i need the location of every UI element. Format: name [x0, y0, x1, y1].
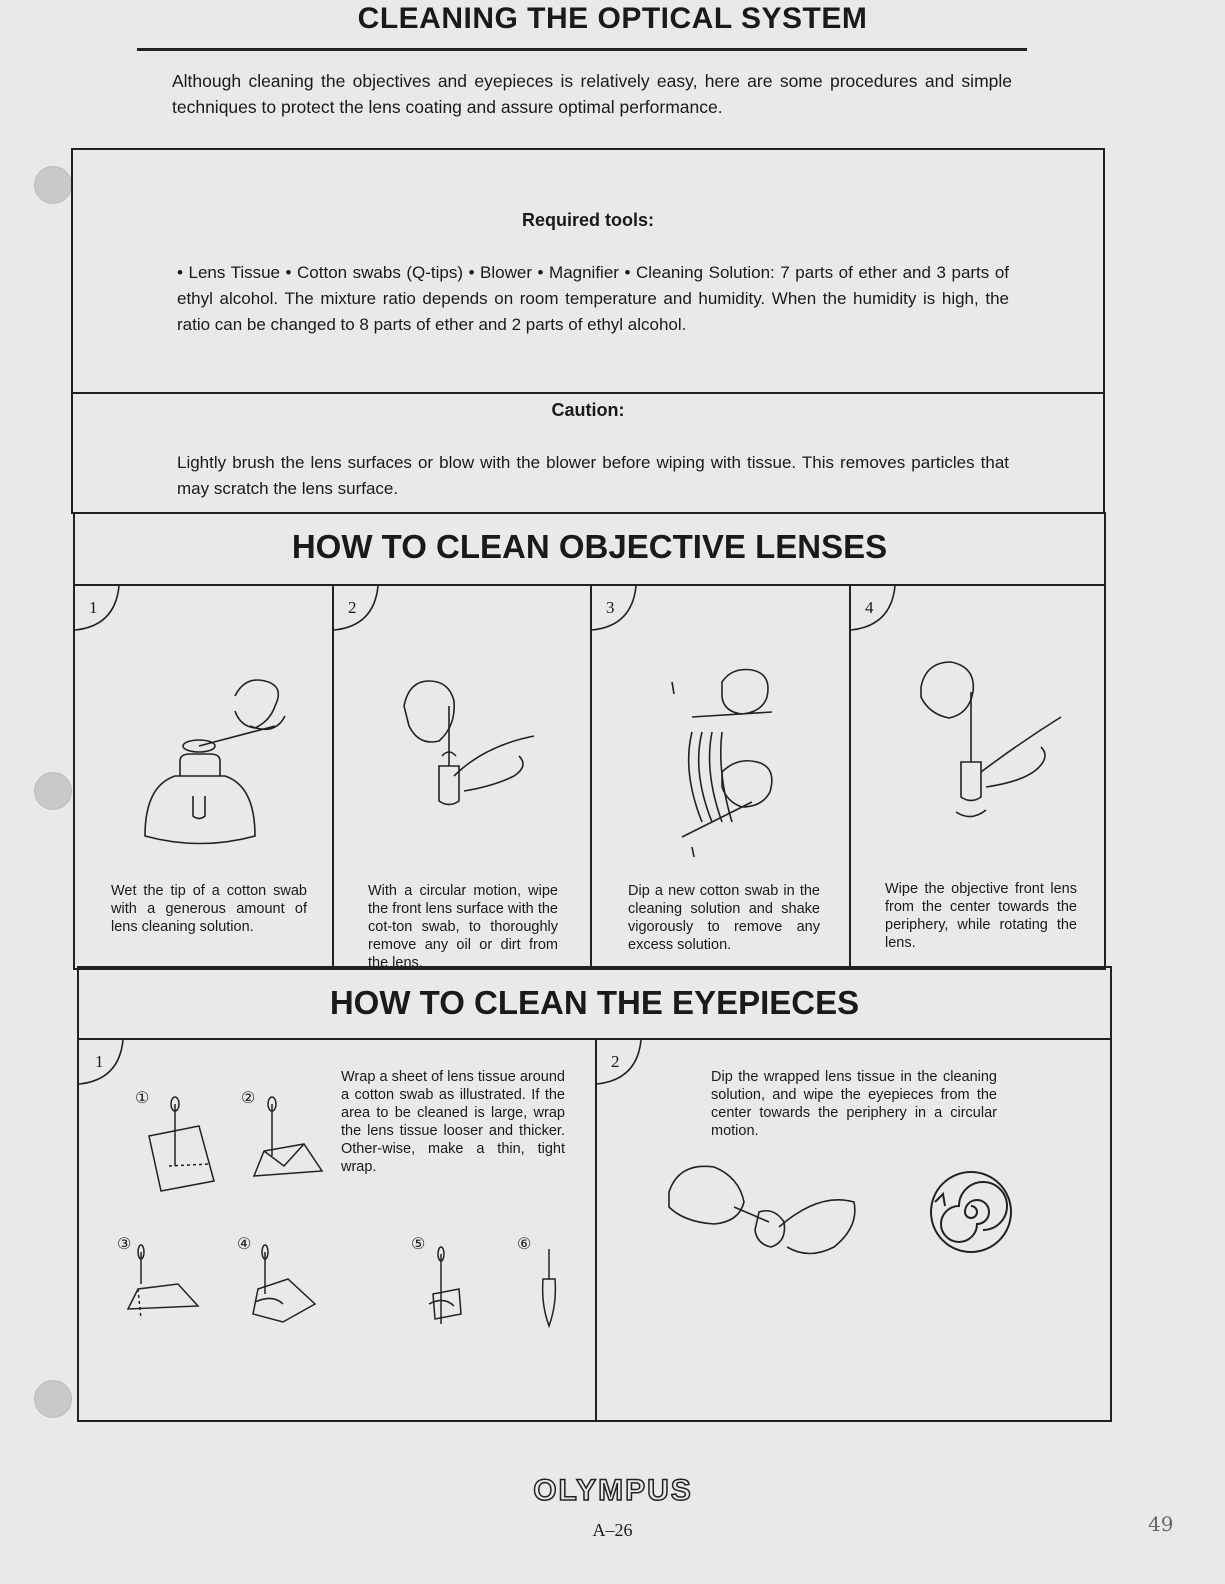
- step-number: 2: [611, 1052, 620, 1071]
- title-rule: [137, 48, 1027, 51]
- caution-heading: Caution:: [551, 400, 625, 420]
- step-number: 4: [865, 598, 874, 617]
- step-caption: Wet the tip of a cotton swab with a generous amount of lens cleaning solution.: [111, 883, 307, 935]
- step-corner-marker: [597, 1040, 639, 1082]
- step-caption: With a circular motion, wipe the front lens surface with the cot-ton swab, to thoroughly remove any oil or dirt from the lens.: [368, 883, 558, 971]
- objective-step-1: [75, 586, 334, 968]
- wrap-step-6-sketch: [529, 1244, 569, 1334]
- wrap-step-2-sketch: [244, 1096, 334, 1196]
- wipe-lens-illustration: [394, 666, 554, 826]
- wrap-step-4-sketch: [243, 1244, 333, 1334]
- objective-step-3: [592, 586, 851, 968]
- wrap-step-1-sketch: [139, 1096, 229, 1196]
- handwritten-page-number: 49: [1148, 1512, 1174, 1536]
- binder-hole-bottom: [34, 1380, 72, 1418]
- intro-paragraph: Although cleaning the objectives and eyepieces is relatively easy, here are some procedures and simple techniques to protect the lens coating and assure optimal performance.: [172, 71, 1012, 117]
- olympus-logo-text: OLYMPUS: [532, 1474, 693, 1507]
- objective-section: [73, 512, 1106, 970]
- swab-bottle-illustration: [135, 666, 295, 856]
- step-corner-marker: [592, 586, 634, 628]
- substep-label-4: ④: [237, 1236, 252, 1253]
- wipe-eyepiece-illustration: [659, 1152, 869, 1272]
- required-tools-text: • Lens Tissue • Cotton swabs (Q-tips) • Blower • Magnifier • Cleaning Solution: 7 parts of ether and 3 parts of ethyl alcohol. The mixture ratio depends on room temperature and humidity. When the humidity is high, the ratio can be changed to 8 parts of ether and 2 parts of ethyl alcohol.: [177, 263, 1009, 334]
- eyepiece-section: [77, 966, 1112, 1422]
- required-tools-heading: Required tools:: [521, 210, 654, 230]
- eyepiece-heading: HOW TO CLEAN THE EYEPIECES: [329, 984, 860, 1021]
- step-caption: Wipe the objective front lens from the center towards the periphery, while rotating the lens.: [885, 881, 1077, 951]
- step-caption: Wrap a sheet of lens tissue around a cotton swab as illustrated. If the area to be cleaned is large, wrap the lens tissue looser and thicker. Other-wise, make a thin, tight wrap.: [341, 1069, 565, 1175]
- step-corner-marker: [79, 1040, 121, 1082]
- step-number: 3: [606, 598, 615, 617]
- step-corner-marker: [851, 586, 893, 628]
- objective-heading: HOW TO CLEAN OBJECTIVE LENSES: [291, 528, 888, 565]
- substep-label-2: ②: [241, 1090, 256, 1107]
- rotate-lens-illustration: [911, 652, 1071, 822]
- eyepiece-step-2: [597, 1040, 1110, 1420]
- binder-hole-middle: [34, 772, 72, 810]
- step-number: 2: [348, 598, 357, 617]
- eyepiece-step-1: [79, 1040, 597, 1420]
- step-corner-marker: [75, 586, 117, 628]
- objective-step-4: [851, 586, 1104, 968]
- substep-label-5: ⑤: [411, 1236, 426, 1253]
- step-corner-marker: [334, 586, 376, 628]
- spiral-motion-icon: [921, 1162, 1021, 1262]
- page-number: A–26: [592, 1520, 633, 1540]
- objective-step-2: [334, 586, 592, 971]
- page-title: CLEANING THE OPTICAL SYSTEM: [357, 2, 868, 35]
- substep-label-6: ⑥: [517, 1236, 532, 1253]
- olympus-logo: [0, 1472, 1225, 1513]
- caution-text: Lightly brush the lens surfaces or blow with the blower before wiping with tissue. This removes particles that may scratch the lens surface.: [177, 453, 1009, 498]
- step-caption: Dip the wrapped lens tissue in the cleaning solution, and wipe the eyepieces from the center towards the periphery in a circular motion.: [711, 1069, 997, 1139]
- required-tools-box: [71, 148, 1105, 394]
- wrap-step-3-sketch: [123, 1244, 213, 1334]
- step-number: 1: [95, 1052, 104, 1071]
- binder-hole-top: [34, 166, 72, 204]
- substep-label-1: ①: [135, 1090, 150, 1107]
- caution-box: [71, 392, 1105, 514]
- substep-label-3: ③: [117, 1236, 132, 1253]
- wrap-step-5-sketch: [419, 1244, 489, 1334]
- shake-swab-illustration: [662, 662, 802, 862]
- step-number: 1: [89, 598, 98, 617]
- step-caption: Dip a new cotton swab in the cleaning solution and shake vigorously to remove any excess solution.: [628, 883, 820, 953]
